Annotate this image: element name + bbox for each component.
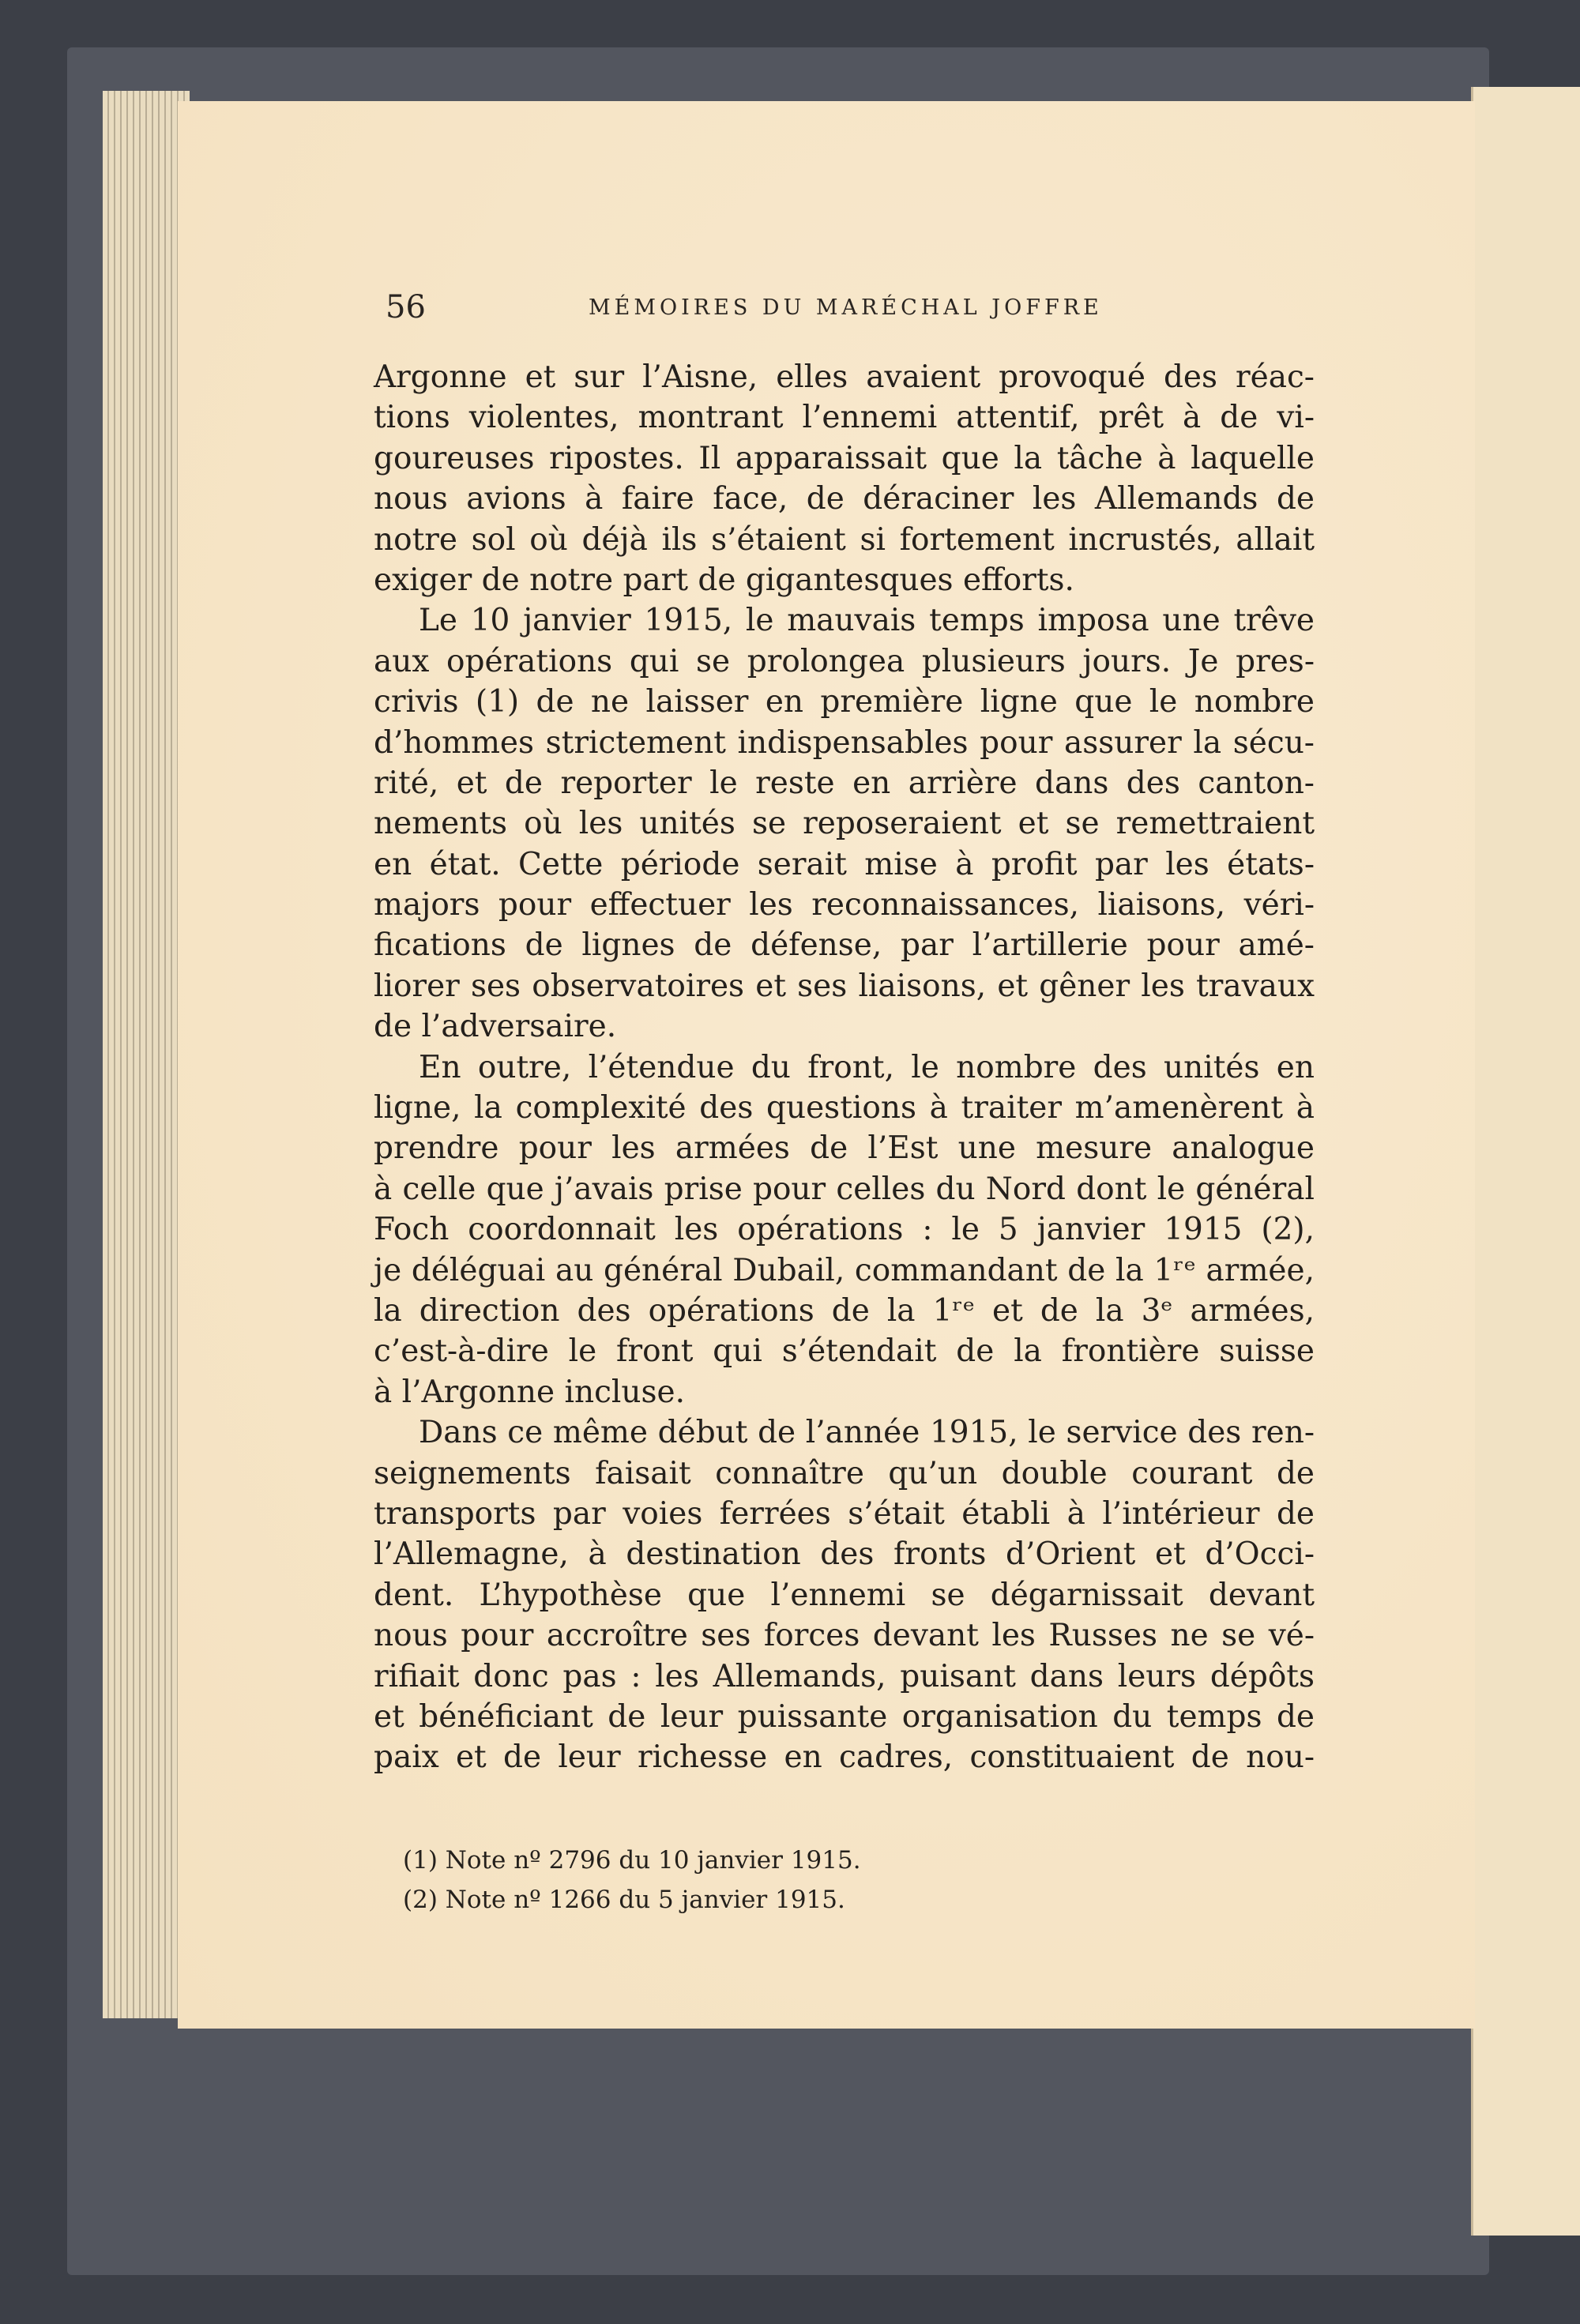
page-edges bbox=[103, 91, 190, 2018]
text-line: liorer ses observatoires et ses liaisons, et gêner les travaux bbox=[374, 968, 1315, 1004]
text-line: paix et de leur richesse en cadres, constituaient de nou- bbox=[374, 1739, 1315, 1776]
paragraph bbox=[374, 1047, 1315, 1413]
text-line: prendre pour les armées de l’Est une mesure analogue bbox=[374, 1130, 1315, 1167]
paragraph bbox=[374, 357, 1315, 600]
text-line: à l’Argonne incluse. bbox=[374, 1374, 685, 1410]
text-line: c’est-à-dire le front qui s’étendait de la frontière suisse bbox=[374, 1333, 1315, 1370]
text-line: En outre, l’étendue du front, le nombre des unités en bbox=[419, 1049, 1315, 1085]
text-line: exiger de notre part de gigantesques efforts. bbox=[374, 562, 1074, 598]
text-line: en état. Cette période serait mise à profit par les états- bbox=[374, 846, 1315, 882]
text-line: d’hommes strictement indispensables pour assurer la sécu- bbox=[374, 724, 1315, 761]
footnotes bbox=[403, 1841, 861, 1920]
text-line: Dans ce même début de l’année 1915, le service des ren- bbox=[419, 1415, 1315, 1451]
text-line: la direction des opérations de la 1ʳᵉ et de la 3ᵉ armées, bbox=[374, 1292, 1315, 1329]
text-line: Foch coordonnait les opérations : le 5 janvier 1915 (2), bbox=[374, 1212, 1315, 1248]
running-title: MÉMOIRES DU MARÉCHAL JOFFRE bbox=[589, 295, 1103, 320]
text-line: à celle que j’avais prise pour celles du Nord dont le général bbox=[374, 1171, 1315, 1207]
text-line: aux opérations qui se prolongea plusieurs jours. Je pres- bbox=[374, 643, 1315, 679]
text-line: nous pour accroître ses forces devant les Russes ne se vé- bbox=[374, 1618, 1315, 1654]
text-line: seignements faisait connaître qu’un double courant de bbox=[374, 1455, 1315, 1491]
page-number: 56 bbox=[386, 289, 426, 325]
footnote: (1) Note nº 2796 du 10 janvier 1915. bbox=[403, 1846, 861, 1875]
text-line: rité, et de reporter le reste en arrière dans des canton- bbox=[374, 765, 1315, 801]
text-line: crivis (1) de ne laisser en première ligne que le nombre bbox=[374, 684, 1315, 720]
text-line: ligne, la complexité des questions à traiter m’amenèrent à bbox=[374, 1090, 1315, 1126]
text-line: majors pour effectuer les reconnaissances, liaisons, véri- bbox=[374, 887, 1315, 923]
text-line: et bénéficiant de leur puissante organisation du temps de bbox=[374, 1698, 1315, 1735]
running-header bbox=[374, 289, 1315, 329]
text-line: fications de lignes de défense, par l’artillerie pour amé- bbox=[374, 927, 1315, 964]
adjacent-page-edge bbox=[1471, 87, 1580, 2236]
text-line: rifiait donc pas : les Allemands, puisant dans leurs dépôts bbox=[374, 1658, 1315, 1694]
body-text bbox=[374, 357, 1315, 1778]
text-line: transports par voies ferrées s’était établi à l’intérieur de bbox=[374, 1495, 1315, 1532]
text-line: nements où les unités se reposeraient et se remettraient bbox=[374, 806, 1315, 842]
text-line: Le 10 janvier 1915, le mauvais temps imposa une trêve bbox=[419, 603, 1315, 639]
text-line: l’Allemagne, à destination des fronts d’Orient et d’Occi- bbox=[374, 1536, 1315, 1573]
text-line: dent. L’hypothèse que l’ennemi se dégarnissait devant bbox=[374, 1577, 1315, 1613]
paragraph bbox=[374, 1412, 1315, 1778]
paragraph bbox=[374, 600, 1315, 1047]
text-line: tions violentes, montrant l’ennemi attentif, prêt à de vi- bbox=[374, 400, 1315, 436]
text-line: de l’adversaire. bbox=[374, 1009, 617, 1045]
text-line: nous avions à faire face, de déraciner les Allemands de bbox=[374, 481, 1315, 517]
text-line: je déléguai au général Dubail, commandant de la 1ʳᵉ armée, bbox=[374, 1252, 1315, 1288]
footnote: (2) Note nº 1266 du 5 janvier 1915. bbox=[403, 1886, 845, 1914]
text-line: Argonne et sur l’Aisne, elles avaient provoqué des réac- bbox=[374, 359, 1315, 395]
text-line: goureuses ripostes. Il apparaissait que la tâche à laquelle bbox=[374, 440, 1315, 476]
text-line: notre sol où déjà ils s’étaient si fortement incrustés, allait bbox=[374, 521, 1315, 558]
